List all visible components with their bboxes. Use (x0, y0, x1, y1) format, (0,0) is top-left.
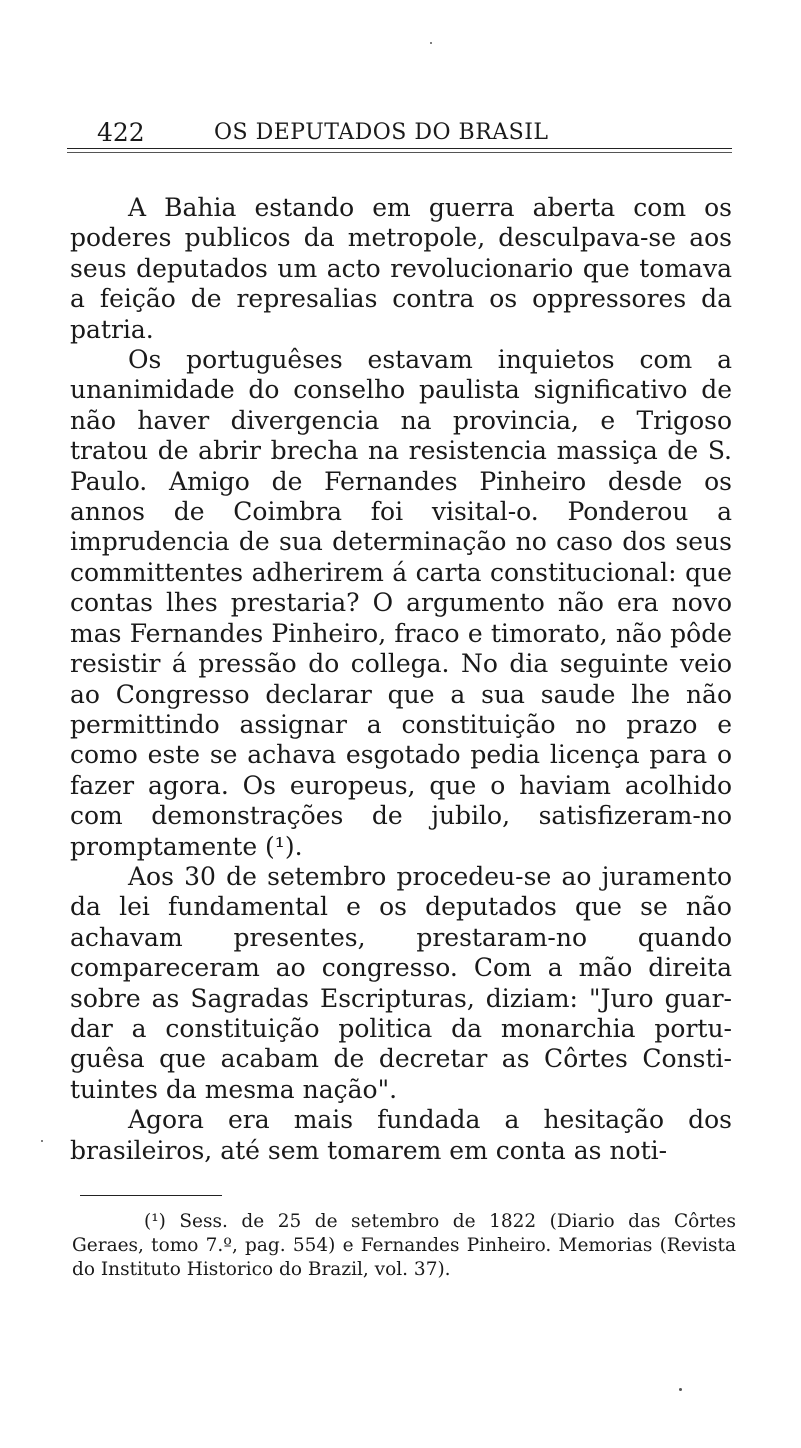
paragraph: A Bahia estando em guerra aberta com os poderes publicos da metropole, desculpava-se aos seus deputados um acto revolucionario que tomava a feição de represalias contra os oppressores da patria. (70, 193, 732, 344)
footnote: (¹) Sess. de 25 de setembro de 1822 (Diario das Côrtes Geraes, tomo 7.º, pag. 554) e Fernandes Pinheiro. Memorias (Revista do Instituto Historico do Brazil, vol. 37). (72, 1211, 736, 1280)
page-header (67, 118, 732, 148)
paragraph: Agora era mais fundada a hesitação dos brasileiros, até sem tomarem em conta as noti- (70, 1105, 732, 1165)
paragraph: Aos 30 de setembro procedeu-se ao juramento da lei fundamental e os deputados que se não achavam presentes, prestaram-no quando compareceram ao congresso. Com a mão direita sobre as Sagradas Escripturas, diziam: "Juro guardar a constituição politica da monarchia portuguêsa que acabam de decretar as Côrtes Constituintes da mesma nação". (70, 861, 732, 1104)
paper-speck (679, 1388, 682, 1391)
paper-speck (41, 1140, 43, 1142)
running-title: OS DEPUTADOS DO BRASIL (214, 120, 549, 145)
page-number: 422 (97, 118, 145, 147)
paper-speck (430, 42, 432, 44)
header-rule-thin (67, 152, 732, 153)
paragraph: Os portuguêses estavam inquietos com a unanimidade do conselho paulista significativo de não haver divergencia na provincia, e Trigoso tratou de abrir brecha na resistencia massiça de S. Paulo. Amigo de Fernandes Pinheiro desde os annos de Coimbra foi visital-o. Ponderou a imprudencia de sua determinação no caso dos seus committentes adherirem á carta constitucional: que contas lhes prestaria? O argumento não era novo mas Fernandes Pinheiro, fraco e timorato, não pôde resistir á pressão do collega. No dia seguinte veio ao Congresso declarar que a sua saude lhe não permittindo assignar a constituição no prazo e como este se achava esgotado pedia licença para o fazer agora. Os europeus, que o haviam acolhido com demonstrações de jubilo, satisfizeram-no promptamente (¹). (70, 345, 732, 861)
header-rule (67, 148, 732, 149)
footnote-rule (80, 1195, 222, 1196)
body-text (70, 193, 732, 1166)
